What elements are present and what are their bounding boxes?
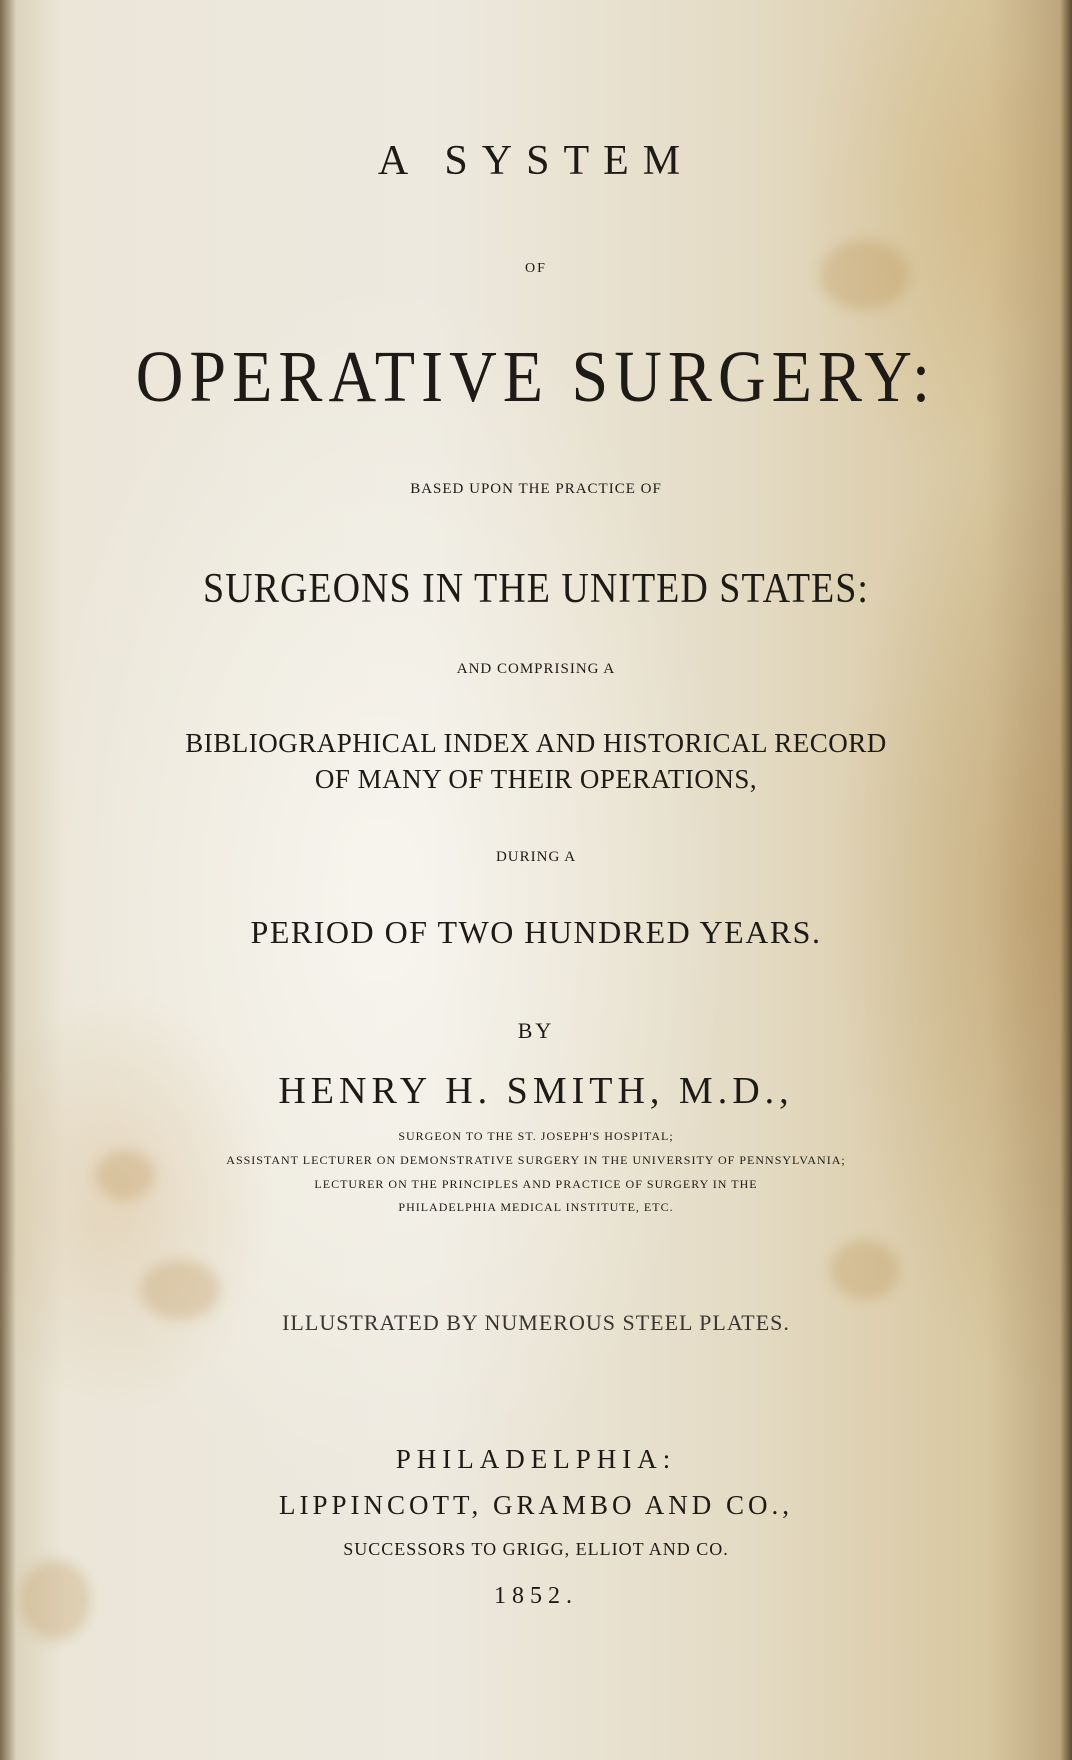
subtitle-during: DURING A xyxy=(495,849,577,865)
imprint-city: PHILADELPHIA: xyxy=(395,1444,677,1474)
title-line-system: A SYSTEM xyxy=(377,138,695,184)
imprint-publisher: LIPPINCOTT, GRAMBO AND CO., xyxy=(278,1490,794,1520)
subtitle-bibliographical-1: BIBLIOGRAPHICAL INDEX AND HISTORICAL RECORD xyxy=(185,728,887,758)
subtitle-period: PERIOD OF TWO HUNDRED YEARS. xyxy=(250,914,822,950)
subtitle-bibliographical-2: OF MANY OF THEIR OPERATIONS, xyxy=(314,764,758,794)
title-line-of: OF xyxy=(525,261,547,276)
imprint-year: 1852. xyxy=(494,1583,578,1609)
foxing-stain xyxy=(830,1240,900,1300)
author-credential: SURGEON TO THE ST. JOSEPH'S HOSPITAL; xyxy=(398,1129,674,1143)
author-name: HENRY H. SMITH, M.D., xyxy=(278,1070,794,1112)
imprint-successors: SUCCESSORS TO GRIGG, ELLIOT AND CO. xyxy=(343,1539,729,1559)
subtitle-comprising: AND COMPRISING A xyxy=(456,661,616,677)
subtitle-based: BASED UPON THE PRACTICE OF xyxy=(410,481,662,497)
author-credential: PHILADELPHIA MEDICAL INSTITUTE, ETC. xyxy=(398,1200,674,1214)
author-credential: ASSISTANT LECTURER ON DEMONSTRATIVE SURGERY IN THE UNIVERSITY OF PENNSYLVANIA; xyxy=(226,1153,846,1167)
byline-by: BY xyxy=(517,1018,555,1043)
illustration-note: ILLUSTRATED BY NUMEROUS STEEL PLATES. xyxy=(282,1310,790,1335)
subtitle-surgeons: SURGEONS IN THE UNITED STATES: xyxy=(203,565,869,613)
author-credential: LECTURER ON THE PRINCIPLES AND PRACTICE OF SURGERY IN THE xyxy=(314,1177,758,1191)
foxing-stain xyxy=(140,1260,220,1320)
main-title: OPERATIVE SURGERY: xyxy=(135,337,937,418)
